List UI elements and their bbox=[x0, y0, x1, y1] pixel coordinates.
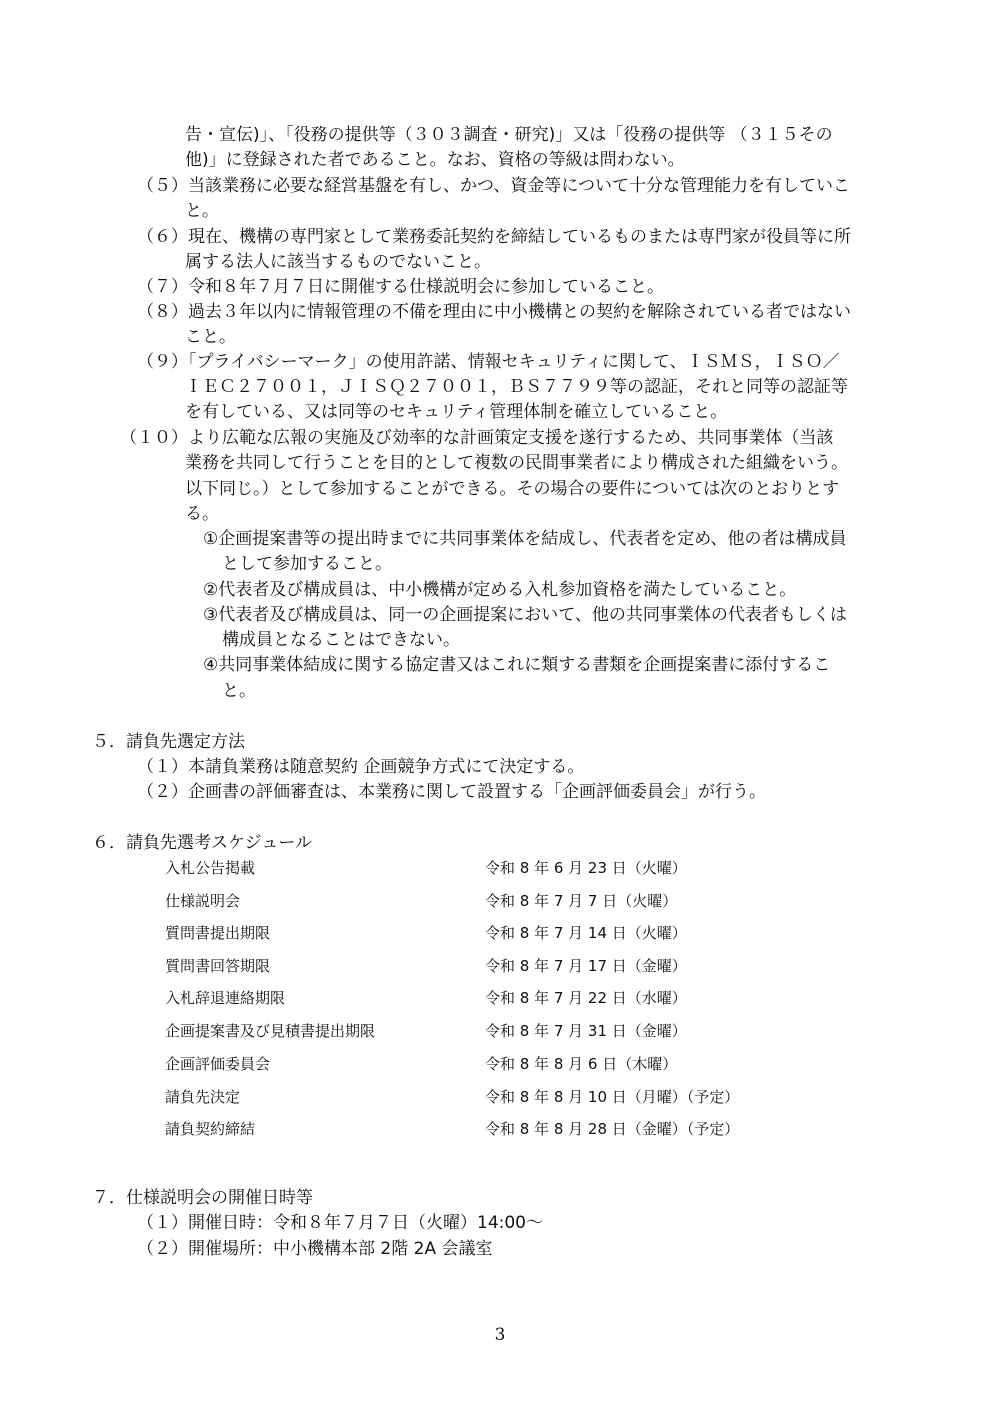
requirement-text-line: る。 bbox=[185, 504, 219, 524]
consortium-condition-text: として参加すること。 bbox=[222, 554, 392, 574]
briefing-datetime: （１）開催日時：令和８年７月７日（火曜）14:00～ bbox=[137, 1213, 543, 1233]
schedule-event: 請負先決定 bbox=[165, 1088, 241, 1106]
schedule-event: 質問書回答期限 bbox=[165, 957, 271, 975]
requirement-text-line: 他)」に登録された者であること。なお、資格の等級は問わない。 bbox=[185, 150, 685, 170]
requirement-5: （５）当該業務に必要な経営基盤を有し、かつ、資金等について十分な管理能力を有していこ bbox=[137, 176, 850, 196]
requirement-text-line: 告・宣伝)」、「役務の提供等（３０３調査・研究)」又は「役務の提供等 （３１５その bbox=[185, 125, 833, 145]
requirement-text-line: 属する法人に該当するものでないこと。 bbox=[185, 252, 491, 272]
selection-method-2: （２）企画書の評価審査は、本業務に関して設置する「企画評価委員会」が行う。 bbox=[137, 782, 766, 802]
section-5-heading: ５．請負先選定方法 bbox=[92, 732, 245, 752]
briefing-location: （２）開催場所：中小機構本部 2階 2A 会議室 bbox=[137, 1239, 493, 1259]
schedule-date: 令和 8 年 7 月 7 日（火曜） bbox=[485, 892, 678, 910]
consortium-condition-4: ④共同事業体結成に関する協定書又はこれに類する書類を企画提案書に添付するこ bbox=[203, 655, 831, 675]
selection-method-1: （１）本請負業務は随意契約 企画競争方式にて決定する。 bbox=[137, 757, 585, 777]
requirement-text-line: と。 bbox=[185, 201, 219, 221]
schedule-event: 入札辞退連絡期限 bbox=[165, 989, 286, 1007]
schedule-date: 令和 8 年 7 月 14 日（火曜） bbox=[485, 924, 687, 942]
requirement-6: （６）現在、機構の専門家として業務委託契約を締結しているものまたは専門家が役員等に所 bbox=[137, 227, 851, 247]
consortium-condition-text: と。 bbox=[222, 681, 256, 701]
schedule-date: 令和 8 年 8 月 10 日（月曜）（予定） bbox=[485, 1088, 740, 1106]
requirement-text-line: 業務を共同して行うことを目的として複数の民間事業者により構成された組織をいう。 bbox=[185, 453, 848, 473]
requirement-text-line: ＩＥＣ２７００１，ＪＩＳＱ２７００１，ＢＳ７７９９等の認証，それと同等の認証等 bbox=[185, 377, 848, 397]
schedule-date: 令和 8 年 7 月 31 日（金曜） bbox=[485, 1022, 687, 1040]
section-7-heading: ７．仕様説明会の開催日時等 bbox=[92, 1188, 313, 1208]
schedule-event: 質問書提出期限 bbox=[165, 924, 271, 942]
schedule-event: 企画提案書及び見積書提出期限 bbox=[165, 1022, 376, 1040]
requirement-text-line: こと。 bbox=[185, 327, 236, 347]
consortium-condition-2: ②代表者及び構成員は、中小機構が定める入札参加資格を満たしていること。 bbox=[203, 580, 797, 600]
requirement-8: （８）過去３年以内に情報管理の不備を理由に中小機構との契約を解除されている者ではない bbox=[137, 302, 851, 322]
schedule-date: 令和 8 年 8 月 6 日（木曜） bbox=[485, 1055, 678, 1073]
section-6-heading: ６．請負先選考スケジュール bbox=[92, 833, 312, 853]
page-number: 3 bbox=[494, 1325, 506, 1345]
schedule-event: 請負契約締結 bbox=[165, 1120, 256, 1138]
schedule-event: 企画評価委員会 bbox=[165, 1055, 271, 1073]
schedule-date: 令和 8 年 7 月 22 日（水曜） bbox=[485, 989, 687, 1007]
schedule-event: 入札公告掲載 bbox=[165, 859, 256, 877]
schedule-date: 令和 8 年 8 月 28 日（金曜）（予定） bbox=[485, 1120, 740, 1138]
requirement-text-line: 以下同じ。）として参加することができる。その場合の要件については次のとおりとす bbox=[185, 479, 840, 499]
requirement-7: （７）令和８年７月７日に開催する仕様説明会に参加していること。 bbox=[137, 277, 664, 297]
requirement-text-line: を有している、又は同等のセキュリティ管理体制を確立していること。 bbox=[185, 402, 728, 422]
consortium-condition-1: ①企画提案書等の提出時までに共同事業体を結成し、代表者を定め、他の者は構成員 bbox=[203, 529, 847, 549]
schedule-date: 令和 8 年 7 月 17 日（金曜） bbox=[485, 957, 687, 975]
schedule-date: 令和 8 年 6 月 23 日（火曜） bbox=[485, 859, 687, 877]
consortium-condition-text: 構成員となることはできない。 bbox=[222, 630, 460, 650]
requirement-9: （９）「プライバシーマーク」の使用許諾、情報セキュリティに関して、ＩＳＭＳ，ＩＳＯ／ bbox=[137, 352, 840, 372]
requirement-10: （１０）より広範な広報の実施及び効率的な計画策定支援を遂行するため、共同事業体（当該 bbox=[120, 428, 834, 448]
schedule-event: 仕様説明会 bbox=[165, 892, 241, 910]
consortium-condition-3: ③代表者及び構成員は、同一の企画提案において、他の共同事業体の代表者もしくは bbox=[203, 605, 847, 625]
